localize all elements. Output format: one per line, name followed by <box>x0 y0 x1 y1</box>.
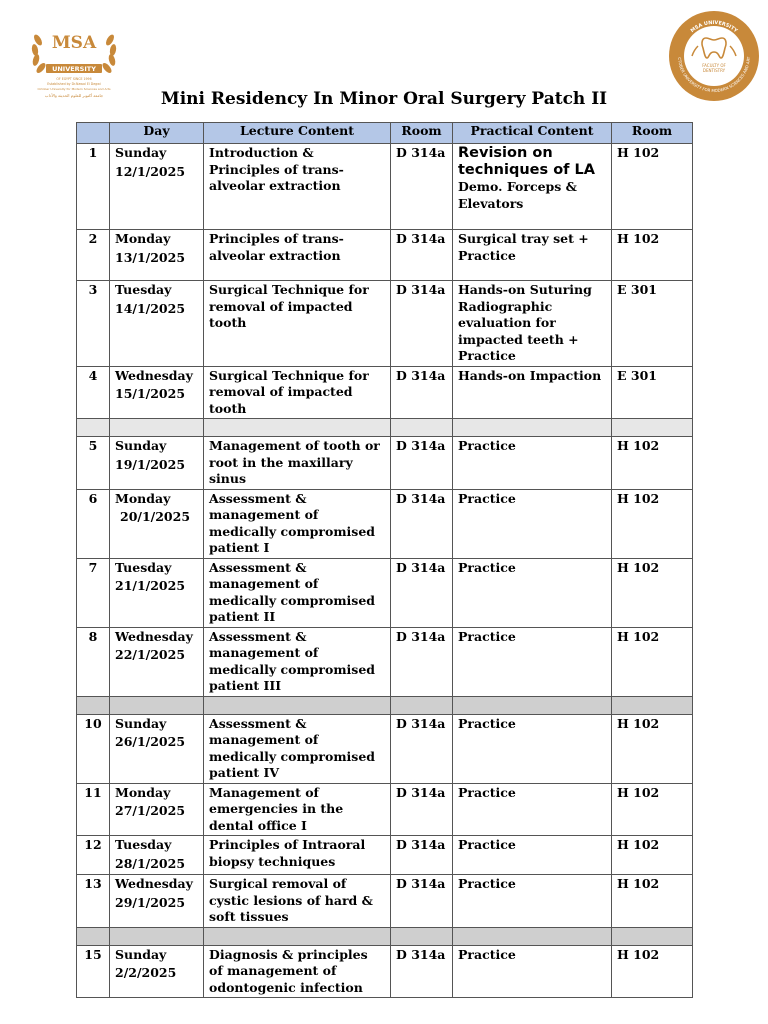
lecture-room: D 314a <box>391 489 453 558</box>
table-row <box>77 627 693 696</box>
lecture-content: Introduction & Principles of trans-alveolar extraction <box>204 144 391 230</box>
row-day <box>110 783 204 836</box>
day-name: Monday <box>115 784 171 800</box>
seal-faculty-line1: FACULTY OF <box>702 63 726 68</box>
day-date: 20/1/2025 <box>120 509 191 524</box>
practical-content: Practice <box>453 783 612 836</box>
practical-content: Hands-on Suturing Radiographic evaluation for impacted teeth + Practice <box>453 281 612 367</box>
practical-room: H 102 <box>612 437 693 490</box>
lecture-room: D 314a <box>391 627 453 696</box>
day-date: 22/1/2025 <box>115 647 186 662</box>
practical-room: H 102 <box>612 783 693 836</box>
table-row <box>77 836 693 875</box>
practical-room: H 102 <box>612 836 693 875</box>
row-number: 15 <box>77 945 110 998</box>
msa-logo-arabic: جامعة أكتوبر للعلوم الحديثة والآداب <box>44 93 104 98</box>
lecture-room: D 314a <box>391 836 453 875</box>
row-number: 5 <box>77 437 110 490</box>
row-number: 6 <box>77 489 110 558</box>
practical-content: Practice <box>453 489 612 558</box>
row-day <box>110 230 204 281</box>
row-number: 13 <box>77 875 110 928</box>
lecture-room: D 314a <box>391 783 453 836</box>
day-name: Wednesday <box>115 628 193 644</box>
header-room: Room <box>391 123 453 144</box>
row-day <box>110 489 204 558</box>
lecture-content: Assessment & management of medically compromised patient IV <box>204 714 391 783</box>
week-separator-row <box>77 696 693 714</box>
practical-room: H 102 <box>612 714 693 783</box>
practical-room: H 102 <box>612 230 693 281</box>
day-name: Tuesday <box>115 282 172 297</box>
row-number: 10 <box>77 714 110 783</box>
header-lecture-content: Lecture Content <box>204 123 391 144</box>
lecture-room: D 314a <box>391 437 453 490</box>
lecture-content: Surgical Technique for removal of impacted tooth <box>204 281 391 367</box>
lecture-content: Surgical Technique for removal of impacted tooth <box>204 366 391 419</box>
lecture-content: Management of emergencies in the dental office I <box>204 783 391 836</box>
day-name: Sunday <box>115 946 167 962</box>
lecture-content: Assessment & management of medically compromised patient II <box>204 558 391 627</box>
lecture-room: D 314a <box>391 558 453 627</box>
day-date: 21/1/2025 <box>115 578 186 593</box>
table-row <box>77 489 693 558</box>
lecture-room: D 314a <box>391 144 453 230</box>
day-date: 28/1/2025 <box>115 855 186 871</box>
seal-faculty-line2: DENTISTRY <box>702 68 726 73</box>
table-row <box>77 437 693 490</box>
lecture-room: D 314a <box>391 875 453 928</box>
row-day <box>110 714 204 783</box>
header-practical-content: Practical Content <box>453 123 612 144</box>
day-name: Tuesday <box>115 559 172 575</box>
row-day <box>110 281 204 367</box>
practical-content: Hands-on Impaction <box>453 366 612 419</box>
table-row <box>77 945 693 998</box>
practical-room: H 102 <box>612 945 693 998</box>
row-day <box>110 366 204 419</box>
lecture-room: D 314a <box>391 366 453 419</box>
practical-content: Practice <box>453 558 612 627</box>
row-day <box>110 437 204 490</box>
practical-room: H 102 <box>612 489 693 558</box>
msa-logo-sub: UNIVERSITY <box>52 65 96 73</box>
practical-detail: Demo. Forceps & Elevators <box>458 179 577 211</box>
day-date: 19/1/2025 <box>115 456 186 472</box>
lecture-room: D 314a <box>391 281 453 367</box>
practical-content: Practice <box>453 714 612 783</box>
row-number: 11 <box>77 783 110 836</box>
week-separator-row <box>77 419 693 437</box>
lecture-room: D 314a <box>391 714 453 783</box>
lecture-content: Management of tooth or root in the maxillary sinus <box>204 437 391 490</box>
lecture-room: D 314a <box>391 230 453 281</box>
lecture-content: Surgical removal of cystic lesions of hard & soft tissues <box>204 875 391 928</box>
day-name: Tuesday <box>115 837 172 852</box>
row-number: 2 <box>77 230 110 281</box>
row-number: 8 <box>77 627 110 696</box>
lecture-content: Assessment & management of medically compromised patient I <box>204 489 391 558</box>
lecture-content: Assessment & management of medically compromised patient III <box>204 627 391 696</box>
lecture-content: Principles of trans-alveolar extraction <box>204 230 391 281</box>
table-row <box>77 558 693 627</box>
table-row <box>77 366 693 419</box>
day-date: 29/1/2025 <box>115 894 186 910</box>
row-number: 7 <box>77 558 110 627</box>
table-row <box>77 281 693 367</box>
table-row <box>77 230 693 281</box>
lecture-content: Principles of Intraoral biopsy techniques <box>204 836 391 875</box>
row-day <box>110 875 204 928</box>
day-date: 15/1/2025 <box>115 386 186 401</box>
practical-content: Surgical tray set + Practice <box>453 230 612 281</box>
seal-bottom-text: CTOBER UNIVERSITY FOR MODERN SCIENCES AND ART <box>677 56 752 94</box>
msa-logo-line1: Established by Dr.Nawal El Degwi <box>47 82 101 86</box>
practical-content: Practice <box>453 836 612 875</box>
week-separator-row <box>77 927 693 945</box>
header-practical-room: Room <box>612 123 693 144</box>
msa-logo-since: OF EGYPT SINCE 1996 <box>56 77 92 81</box>
practical-room: E 301 <box>612 281 693 367</box>
practical-room: H 102 <box>612 144 693 230</box>
practical-content: Practice <box>453 437 612 490</box>
table-row <box>77 783 693 836</box>
table-row <box>77 714 693 783</box>
header-day: Day <box>110 123 204 144</box>
practical-content: Practice <box>453 875 612 928</box>
day-name: Sunday <box>115 438 167 453</box>
table-row <box>77 875 693 928</box>
row-number: 4 <box>77 366 110 419</box>
day-name: Monday <box>115 490 171 506</box>
row-number: 1 <box>77 144 110 230</box>
table-row <box>77 144 693 230</box>
msa-logo-line2: October University for Modern Sciences and Arts <box>37 87 111 91</box>
day-date: 12/1/2025 <box>115 163 186 179</box>
row-number: 12 <box>77 836 110 875</box>
practical-content: Practice <box>453 945 612 998</box>
day-date: 27/1/2025 <box>115 803 186 818</box>
practical-content: Practice <box>453 627 612 696</box>
seal-top-text: MSA UNIVERSITY <box>689 19 739 35</box>
header-number <box>77 123 110 144</box>
row-number: 3 <box>77 281 110 367</box>
row-day <box>110 558 204 627</box>
day-name: Sunday <box>115 145 167 160</box>
row-day <box>110 144 204 230</box>
day-date: 2/2/2025 <box>115 965 177 980</box>
table-header-row <box>77 123 693 144</box>
day-name: Wednesday <box>115 876 193 891</box>
row-day <box>110 945 204 998</box>
practical-content <box>453 144 612 230</box>
lecture-room: D 314a <box>391 945 453 998</box>
schedule-table <box>76 122 693 998</box>
practical-room: H 102 <box>612 558 693 627</box>
practical-room: H 102 <box>612 627 693 696</box>
day-name: Wednesday <box>115 367 193 383</box>
row-day <box>110 836 204 875</box>
day-date: 13/1/2025 <box>115 249 186 265</box>
practical-lead: Revision on techniques of LA <box>458 145 595 178</box>
lecture-content: Diagnosis & principles of management of odontogenic infection <box>204 945 391 998</box>
day-date: 14/1/2025 <box>115 300 186 316</box>
day-name: Sunday <box>115 715 167 731</box>
day-date: 26/1/2025 <box>115 734 186 749</box>
day-name: Monday <box>115 231 171 246</box>
row-day <box>110 627 204 696</box>
practical-room: E 301 <box>612 366 693 419</box>
msa-logo-name: MSA <box>51 33 97 53</box>
page-title: Mini Residency In Minor Oral Surgery Patch II <box>160 89 608 109</box>
practical-room: H 102 <box>612 875 693 928</box>
